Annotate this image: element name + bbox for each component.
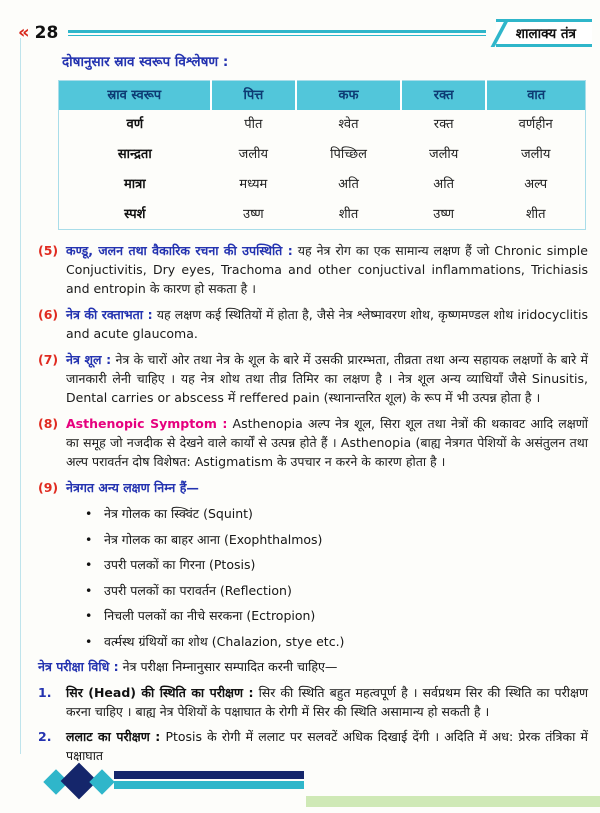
table-header-cell: वात [486,80,585,110]
scroll-ornament-icon: « [18,22,30,43]
table-cell: अति [433,176,454,192]
table-cell: वर्ण [126,117,144,133]
diamond-icon [89,769,114,794]
table-cell: अति [338,176,359,192]
chapter-badge [496,19,592,47]
exam-step-1 [38,683,588,721]
table-header-cell: रक्त [401,80,487,110]
bullet-text: उपरी पलकों का गिरना (Ptosis) [104,557,256,573]
table-cell: उष्ण [433,206,454,222]
left-margin-rule [20,38,21,754]
point-number: (8) [38,416,59,432]
table-header-cell: कफ [296,80,401,110]
bullet-text: उपरी पलकों का परावर्तन (Reflection) [104,582,292,598]
bullet-icon: • [85,582,93,598]
exam-method-heading [38,657,588,676]
point-title: कण्डू, जलन तथा वैकारिक रचना की उपस्थिति : [66,243,293,259]
table-cell: उष्ण [243,206,264,222]
point-number: (5) [38,243,59,259]
symptom-point-8 [38,414,588,471]
section-heading: दोषानुसार स्राव स्वरूप विश्लेषण : [62,54,229,70]
bullet-text: नेत्र गोलक का स्क्विंट (Squint) [104,506,253,522]
step-body: सिर की स्थिति बहुत महत्वपूर्ण है । सर्वप्रथम सिर की स्थिति का परीक्षण करना चाहिए । बाह्य नेत्र पेशियों के पक्षाघात के रोगी में सिर की स्थिति असामान्य हो सकती है । [66,685,588,720]
dosha-discharge-table [58,80,586,231]
point-number: (6) [38,307,59,323]
table-header-cell: स्राव स्वरूप [59,80,211,110]
table-row [59,140,586,170]
table-cell: सान्द्रता [117,147,152,163]
table-cell: मात्रा [123,176,146,192]
list-item [38,530,588,549]
bullet-icon: • [85,608,93,624]
point-number: (9) [38,480,59,496]
table-header-cell: पित्त [211,80,297,110]
footer-bar-green [306,796,600,807]
step-number: 2. [38,729,52,745]
table-cell: जलीय [428,147,459,163]
header-rule [68,30,485,36]
list-item [38,581,588,600]
table-cell: रक्त [433,117,454,133]
table-cell: शीत [338,206,359,222]
bullet-text: निचली पलकों का नीचे सरकना (Ectropion) [104,608,316,624]
list-item [38,632,588,651]
step-body: Ptosis के रोगी में ललाट पर सलवटें अधिक दिखाई देंगी । अदिति में अध: प्रेरक तंत्रिका में पक्षाघात [66,729,588,764]
table-header [59,80,586,110]
exam-heading-body: नेत्र परीक्षा निम्नानुसार सम्पादित करनी चाहिए— [122,659,338,675]
table-row [59,110,586,140]
table-cell: मध्यम [239,176,268,192]
point-title: Asthenopic Symptom : [66,416,228,432]
point-title: नेत्र की रक्ताभता : [66,307,153,323]
point-body: यह नेत्र रोग का एक सामान्य लक्षण हैं जो Chronic simple Conjuctivitis, Dry eyes, Trachoma and other conjuctival inflammations, Trichiasis and entropin के कारण हो सकता है । [66,243,588,297]
table-row [59,170,586,200]
point-body: नेत्र के चारों ओर तथा नेत्र के शूल के बारे में उसकी प्रारम्भता, तीव्रता तथा अन्य सहायक लक्षणों के बारे में जानकारी लेनी चाहिए । यह नेत्र शोथ तथा तीव्र तिमिर का लक्षण है । नेत्र शूल अन्य व्याधियाँ जैसे Sinusitis, Dental carries or abscess में reffered pain (स्थानान्तरित शूल) के रूप में भी उत्पन्न होता है । [66,352,589,406]
page-number: 28 [34,23,59,43]
list-item [38,606,588,625]
table-cell: पिच्छिल [330,147,367,163]
step-title: सिर (Head) की स्थिति का परीक्षण : [66,685,254,701]
chapter-title: शालाक्य तंत्र [515,26,576,42]
table-cell: वर्णहीन [518,117,553,133]
symptom-point-5 [38,241,588,298]
table-cell: शीत [525,206,546,222]
symptom-point-9 [38,478,588,497]
symptom-point-7 [38,350,588,407]
bullet-icon: • [85,633,93,649]
table-cell: जलीय [238,147,269,163]
list-item [38,504,588,523]
point-number: (7) [38,352,59,368]
symptom-bullet-list [38,504,588,651]
bullet-icon: • [85,531,93,547]
step-title: ललाट का परीक्षण : [66,729,161,745]
exam-step-2 [38,727,588,765]
point-title: नेत्र शूल : [66,352,112,368]
exam-heading-title: नेत्र परीक्षा विधि : [38,659,119,675]
symptom-point-6 [38,305,588,343]
table-cell: स्पर्श [124,206,146,222]
point-title: नेत्रगत अन्य लक्षण निम्न हैं— [66,480,199,496]
list-item [38,555,588,574]
bullet-icon: • [85,506,93,522]
page-header [18,20,592,46]
table-cell: अल्प [524,176,548,192]
table-cell: श्वेत [338,117,359,133]
page-content [38,52,588,771]
point-body: Asthenopia अल्प नेत्र शूल, सिरा शूल तथा नेत्रों की थकावट आदि लक्षणों का समूह जो नजदीक से देखने वाले कार्यों से उत्पन्न होते हैं । Asthenopia (बाह्य नेत्रगत पेशियों के असंतुलन तथा अल्प परावर्तन दोष विशेषत: Astigmatism के उपचार न करने के कारण होता है । [66,416,588,470]
bullet-text: वर्त्मस्थ ग्रंथियों का शोथ (Chalazion, stye etc.) [104,633,345,649]
bullet-text: नेत्र गोलक का बाहर आना (Exophthalmos) [104,531,323,547]
table-cell: पीत [244,117,263,133]
point-body: यह लक्षण कई स्थितियों में होता है, जैसे नेत्र श्लेष्मावरण शोथ, कृष्णमण्डल शोथ iridocyclitis and acute glaucoma. [66,307,588,342]
footer-bar-teal [114,781,304,789]
table-cell: जलीय [521,147,551,163]
bullet-icon: • [85,557,93,573]
table-row [59,200,586,230]
step-number: 1. [38,685,52,701]
footer-bar-navy [114,771,304,779]
